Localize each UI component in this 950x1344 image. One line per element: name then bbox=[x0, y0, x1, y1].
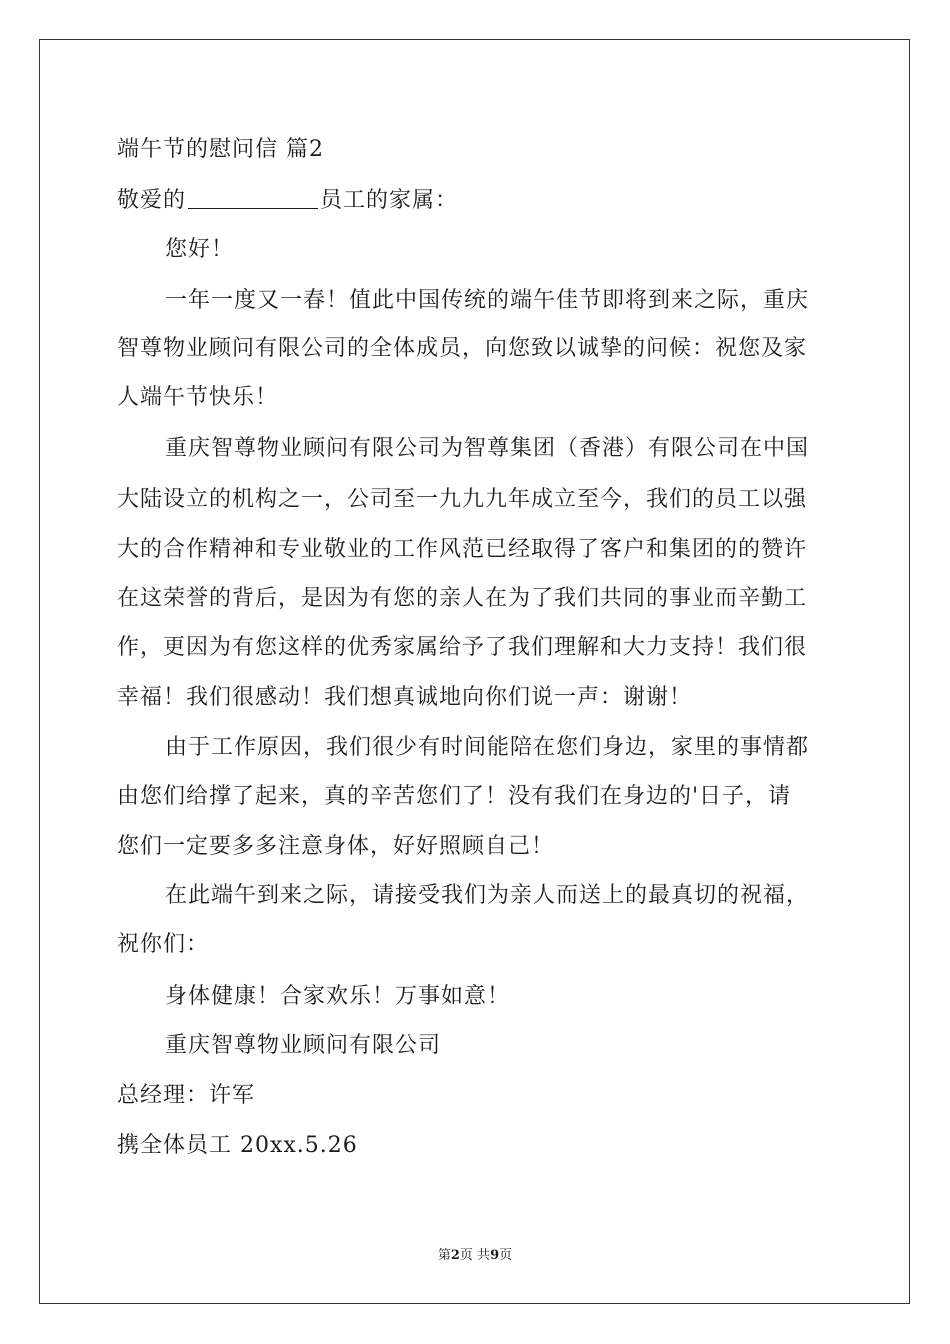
body-line: 智尊物业顾问有限公司的全体成员，向您致以诚挚的问候：祝您及家 bbox=[117, 336, 808, 361]
body-line: 大陆设立的机构之一，公司至一九九九年成立至今，我们的员工以强 bbox=[117, 487, 808, 512]
salutation-suffix: 员工的家属： bbox=[320, 188, 459, 213]
manager-signature: 总经理：许军 bbox=[117, 1083, 256, 1108]
letter-title: 端午节的慰问信 篇2 bbox=[117, 137, 324, 162]
body-line: 在这荣誉的背后，是因为有您的亲人在为了我们共同的事业而辛勤工 bbox=[117, 586, 808, 611]
name-blank bbox=[188, 188, 318, 209]
salutation-prefix: 敬爱的 bbox=[117, 188, 187, 213]
body-line: 您们一定要多多注意身体，好好照顾自己！ bbox=[117, 834, 555, 859]
body-line: 大的合作精神和专业敬业的工作风范已经取得了客户和集团的的赞许 bbox=[117, 537, 808, 562]
footer-prefix: 第 bbox=[437, 1248, 451, 1263]
current-page: 2 bbox=[450, 1248, 460, 1263]
body-line: 人端午节快乐！ bbox=[117, 385, 279, 410]
body-line: 作，更因为有您这样的优秀家属给予了我们理解和大力支持！我们很 bbox=[117, 635, 808, 660]
footer-suffix: 页 bbox=[499, 1248, 513, 1263]
greeting: 您好！ bbox=[165, 237, 235, 262]
footer-mid: 页 共 bbox=[459, 1248, 491, 1263]
staff-signature-date: 携全体员工 20xx.5.26 bbox=[117, 1133, 358, 1158]
total-pages: 9 bbox=[490, 1248, 500, 1263]
body-line: 由于工作原因，我们很少有时间能陪在您们身边，家里的事情都 bbox=[165, 735, 810, 760]
page-border bbox=[39, 39, 910, 1304]
body-line: 由您们给撑了起来，真的辛苦您们了！没有我们在身边的'日子，请 bbox=[117, 784, 792, 809]
company-name: 重庆智尊物业顾问有限公司 bbox=[165, 1033, 442, 1058]
wishes-line: 身体健康！合家欢乐！万事如意！ bbox=[165, 984, 511, 1009]
body-line: 幸福！我们很感动！我们想真诚地向你们说一声：谢谢！ bbox=[117, 685, 693, 710]
body-line: 一年一度又一春！值此中国传统的端午佳节即将到来之际，重庆 bbox=[165, 288, 810, 313]
salutation bbox=[117, 186, 833, 216]
body-line: 祝你们： bbox=[117, 932, 210, 957]
body-line: 在此端午到来之际，请接受我们为亲人而送上的最真切的祝福， bbox=[165, 883, 810, 908]
body-line: 重庆智尊物业顾问有限公司为智尊集团（香港）有限公司在中国 bbox=[165, 436, 810, 461]
page-footer bbox=[0, 1248, 950, 1264]
